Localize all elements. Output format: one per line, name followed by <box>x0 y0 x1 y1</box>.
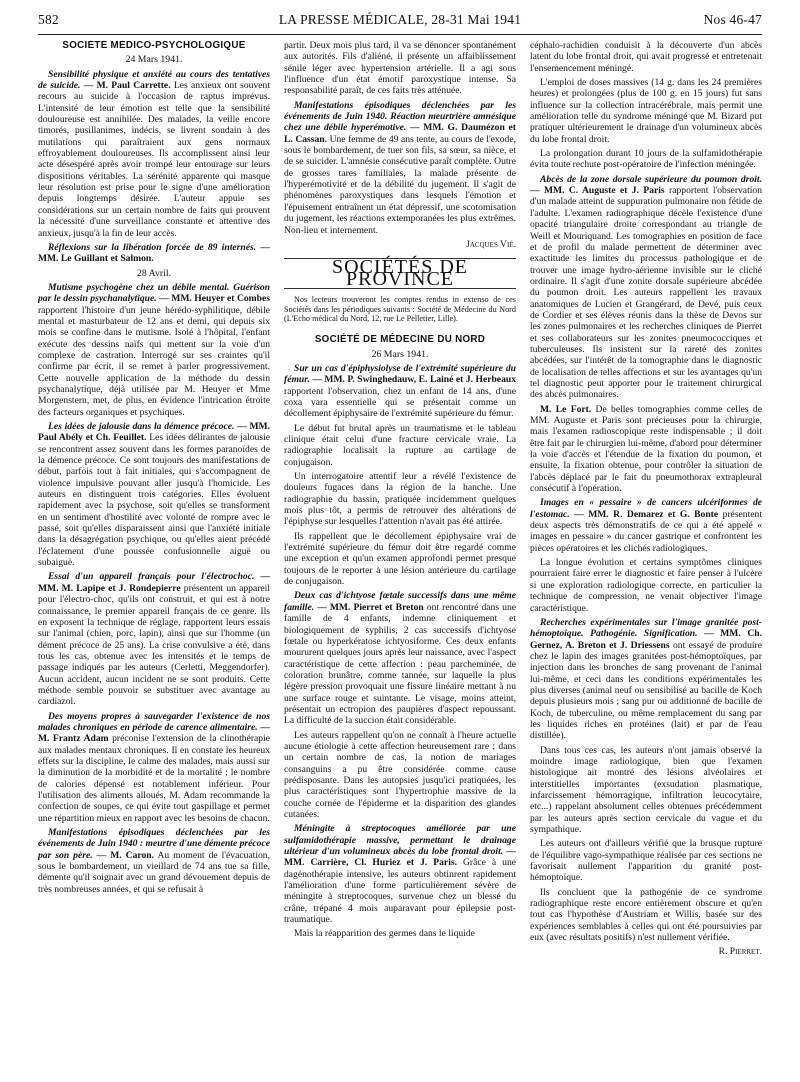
signature: Jacques Vié. <box>466 238 516 250</box>
session-date: 28 Avril. <box>136 267 172 279</box>
article-auguste: Abcès de la zone dorsale supérieure du poumon droit. — MM. C. Auguste et J. Paris rapportent l'observation d'un malade atteint de suppuration pulmonaire non fétide de l'adulte. L'examen radiographique décèle l'existence d'une opacité triangulaire droite correspondant au triangle de Weill et Mouriquand. Les tomographies en position de face et de profil du malade permettent de déterminer avec exactitude les limites du processus pathologique et de trouver une image hydro-aérienne invisible sur le cliché ordinaire. Il s'agit d'une zonite dorsale supérieure abcédée du poumon droit. Les auteurs rappellent les travaux anatomiques de Lucien et Grangérard, de Devé, puis ceux de Cordier et ses élèves réunis dans la thèse de Devos sur les zones pulmonaires et les recherches cliniques de Pierret et ses collaborateurs sur les zonites pneumococciques et tuberculeuses. Ils insistent sur la rareté des zonites abcédées, sur l'intérêt de la tomographie dans le diagnostic de localisation de telles affections et sur les avantages qu'un tel diagnostic peut apporter pour le traitement chirurgical des abcès pulmonaires. <box>530 173 762 401</box>
article-swinghedauw: Sur un cas d'épiphysiolyse de l'extrémité supérieure du fémur. — MM. P. Swinghedauw, E. Lainé et J. Herbeaux rapportent l'observation, chez un enfant de 14 ans, d'une coxa vara essentielle qui se présentait comme un décollement épiphysaire de l'extrémité supérieure du fémur. <box>284 362 516 420</box>
article-pierret: Deux cas d'ichtyose fœtale successifs dans une même famille. — MM. Pierret et Breton ont rencontré dans une famille de 4 enfants, indemne cliniquement et biologiquement de syphilis, 2 cas successifs d'ichtyose fœtale ou hyperkératose ichtyosiforme. Ces deux enfants moururent quelques jours après leur naissance, avec l'aspect caractéristique de cette affection : peau parcheminée, de coloration brunâtre, comme tannée, sur laquelle la plus légère pression provoquait une fissure linéaire mettant à nu une surface rouge et suintante. Le visage, moins atteint, présentait un ectropion des paupières d'aspect repoussant. La difficulté de la succion était considérable. <box>284 590 516 727</box>
issue-number: Nos 46-47 <box>703 12 762 27</box>
column-3 <box>530 40 762 1070</box>
article-demarez: Images en « pessaire » de cancers ulcériformes de l'estomac. — MM. R. Demarez et G. Bonte présentent deux aspects très démonstratifs de ce qui a été appelé « images en pessaire » du cancer gastrique et confrontent les pièces opératoires et les clichés radiologiques. <box>530 497 762 554</box>
paragraph: Ils rappellent que le décollement épiphysaire vrai de l'extrémité supérieure du fémur doit être regardé comme une exception et qu'un examen approfondi permet presque toujours de le reporter à une lésion antérieure du cartilage de conjugaison. <box>284 530 516 588</box>
journal-title: LA PRESSE MÉDICALE, 28-31 Mai 1941 <box>278 12 522 27</box>
article-carriere: Méningite à streptocoques améliorée par une sulfamidothérapie massive, permettant le drainage ultérieur d'un volumineux abcès du lobe frontal droit. — MM. Carrière, Cl. Huriez et J. Paris. Grâce à une dagénothérapie intensive, les auteurs obtinrent rapidement l'amélioration d'une forme particulièrement sévère de méningite à streptocoques, survenue chez un blessé du crâne, trépané 4 mois auparavant pour épilepsie post-traumatique. <box>284 823 516 926</box>
session-date: 26 Mars 1941. <box>371 348 429 360</box>
section-title: SOCIÉTÉS DE PROVINCE <box>284 258 516 289</box>
society-heading: SOCIÉTÉ MÉDICO-PSYCHOLOGIQUE <box>62 40 246 51</box>
session-date: 24 Mars 1941. <box>125 54 183 66</box>
article-daumezon: Manifestations épisodiques déclenchées par les événements de Juin 1940. Réaction meurtrière amnésique chez une débile hyperémotive. — MM. G. Daumézon et L. Cassan. Une femme de 49 ans tente, au cours de l'exode, sous le bombardement, de tuer son fils, sa sœur, sa nièce, et de se suicider. L'amnésie consécutive paraît complète. Outre de grosses tares familiales, la malade présente de l'hyperémotivité et de la débilité du jugement. Il s'agit de phénomènes paroxystiques dans lesquels l'émotion et l'épuisement entraînent un état dépressif, une scotomisation du jugement, les réactions extemporanées les plus extrêmes. Non-lieu et internement. <box>284 99 516 236</box>
discussion-le-fort: M. Le Fort. De belles tomographies comme celles de MM. Auguste et Paris sont précieuses pour la chirurgie, mais l'examen radioscopique reste indispensable ; il doit être fait par le chirurgien lui-même, d'abord pour déterminer la voie d'accès et l'étendue de la fixation du poumon, et ensuite, la fixation obtenue, pour contrôler la situation de l'abcès déplacé par le fait du pneumothorax extrapleural consécutif à l'opération. <box>530 403 762 495</box>
article-adam: Des moyens propres à sauvegarder l'existence de nos malades chroniques en période de carence alimentaire. — M. Frantz Adam préconise l'extension de la clinothérapie aux malades mentaux chroniques. Il en constate les heureux effets sur la discipline, le calme des malades, mais aussi sur la diminution de la morbidité et de la mortalité ; le nombre de calories dépensé est notablement inférieur. Pour l'utilisation des aliments alloués, M. Adam recommande la confection de soupes, ce qui évite tout gaspillage et permet une répartition mieux en rapport avec les besoins de chacun. <box>38 710 270 824</box>
column-2 <box>284 40 516 1070</box>
article-abely: Les idées de jalousie dans la démence précoce. — MM. Paul Abély et Ch. Feuillet. Les idées délirantes de jalousie se rencontrent assez souvent dans les formes paranoïdes de la démence précoce. Ce sont toujours des manifestations de début, parfois tout à fait initiales, qui s'accompagnent de violence impulsive pouvant aller jusqu'à l'homicide. Les auteurs en distinguent trois catégories. Elles évoluent rapidement avec la psychose, soit qu'elles se transforment en un sentiment d'hostilité avec volonté de rompre avec le passé, soit qu'elles disparaissent ainsi que l'anxiété initiale dans la désagrégation psychique, ou qu'elles aient précédé l'éclatement d'une poussée confusionnelle aiguë ou subaiguë. <box>38 421 270 569</box>
article-heuyer: Mutisme psychogène chez un débile mental. Guérison par le dessin psychanalytique. — MM. Heuyer et Combes rapportent l'histoire d'un jeune hérédo-syphilitique, débile mental et masturbateur de 12 ans et demi, qui depuis six mois se confine dans le mutisme. Isolé à l'hôpital, l'enfant exécute des dessins naïfs qui mettent sur la voie d'un complexe de castration. Interrogé sur ses craintes qu'il confirme par écrit, il se remet à parler progressivement. Cette nouvelle application de la méthode du dessin psychanalytique, déjà utilisée par M. Heuyer et Mme Morgenstern, met, de plus, en évidence l'intrication étroite des facteurs organiques et psychiques. <box>38 281 270 418</box>
editor-note: Nos lecteurs trouveront les comptes rendus in extenso de ces Sociétés dans les périodiques suivants : Société de Médecine du Nord (L'Echo médical du Nord, 12, rue Le Pelletier, Lille). <box>284 294 516 324</box>
article-le-guillant: Réflexions sur la libération forcée de 89 internés. — MM. Le Guillant et Salmon. <box>38 241 270 265</box>
paragraph: Les auteurs rappellent qu'on ne connaît à l'heure actuelle aucune étiologie à cette affection heureusement rare ; dans un certain nombre de cas, la notion de mariages consanguins a pu être considérée comme cause prédisposante. Dans les autopsies jusqu'ici pratiquées, les plus caractéristiques sont l'hypertrophie massive de la couche cornée de l'épiderme et la disparition des glandes cutanées. <box>284 729 516 821</box>
paragraph: L'emploi de doses massives (14 g. dans les 24 premières heures) et prolongées (plus de 100 g. en 15 jours) fut sans influence sur la collection intracérébrale, mais permit une amélioration telle du syndrome méningé que M. Bizard put pratiquer ultérieurement le drainage d'un volumineux abcès du lobe frontal droit. <box>530 77 762 145</box>
article-caron-continued: partir. Deux mois plus tard, il va se dénoncer spontanément aux autorités. Fils d'aliéné, il présente un affaiblissement sénile léger avec hypertension artérielle. Il a agi sous l'influence d'un état émotif paroxystique intense. Sa responsabilité paraît, de ces faits très atténuée. <box>284 40 516 97</box>
paragraph: Un interrogatoire attentif leur a révélé l'existence de douleurs fugaces dans la région de la hanche. Une radiographie du bassin, pratiquée incidemment quelques mois plus tôt, a permis de retrouver des altérations de l'épiphyse sur lesquelles l'attention n'avait pas été attirée. <box>284 471 516 528</box>
page-number: 582 <box>38 12 59 27</box>
signature: R. Pierret. <box>718 946 762 958</box>
paragraph: Mais la réapparition des germes dans le liquide <box>294 928 475 940</box>
article-columns <box>38 40 762 1070</box>
article-carriere-continued: céphalo-rachidien conduisit à la découverte d'un abcès latent du lobe frontal droit, qui avait progressé et entretenait l'ensemencement méningé. <box>530 40 762 74</box>
paragraph: Le début fut brutal après un traumatisme et le tableau clinique était celui d'une fracture cervicale vraie. La radiographie localisait la rupture au cartilage de conjugaison. <box>284 422 516 468</box>
paragraph: La prolongation durant 10 jours de la sulfamidothérapie évita toute rechute post-opératoire de l'infection méningée. <box>530 148 762 171</box>
article-gernez: Recherches expérimentales sur l'image granitée post-hémoptoïque. Pathogénie. Signification. — MM. Ch. Gernez, A. Breton et J. Driessens ont essayé de produire chez le lapin des images granitées post-hémoptoïques, par injection dans les bronches de sang provenant de l'animal lui-même, et ceci dans les conditions expérimentales les plus diverses (animal neuf ou sensibilisé au bacille de Koch depuis plusieurs mois ; sang pur ou additionné de bacille de Koch, de tuberculine, ou même remplacement du sang par les liquides riches en protéines (lait) et par de l'eau distillée). <box>530 616 762 742</box>
paragraph: Dans tous ces cas, les auteurs n'ont jamais observé la moindre image radiologique, bien que l'examen histologique ait montré des lésions alvéolaires et interstitielles importantes (exsudation plasmatique, infarcissement hémorragique, infiltration leucocytaire, etc...) rappelant absolument celles obtenues précédemment par les auteurs après section cervicale du vague et du sympathique. <box>530 744 762 836</box>
paragraph: Ils concluent que la pathogénie de ce syndrome radiographique reste encore entièrement obscure et qu'en tout cas l'hypothèse d'Austriam et Willis, basée sur des expériences semblables à celles qui ont été poursuivies par eux (avec résultats positifs) n'est nullement vérifiée. <box>530 886 762 944</box>
article-caron: Manifestations épisodiques déclenchées par les événements de Juin 1940 : meurtre d'une démente précoce par son père. — M. Caron. Au moment de l'évacuation, sous le bombardement, un vieillard de 74 ans tue sa fille, démente qu'il soignait avec un grand dévouement depuis de très nombreuses années, et qui se refusait à <box>38 827 270 895</box>
paragraph: Les auteurs ont d'ailleurs vérifié que la brusque rupture de l'équilibre vago-sympathique réalisée par ces sections ne favorisait nullement l'apparition du granité post-hémoptoïque. <box>530 838 762 884</box>
header-rule <box>38 34 762 35</box>
article-carrette: Sensibilité physique et anxiété au cours des tentatives de suicide. — M. Paul Carrette. Les anxieux ont souvent recours au suicide à l'occasion de raptus imprévus. L'intensité de leur émotion est telle que la sensibilité douloureuse est annihilée. Des malades, la veille encore timorés, pusillanimes, indécis, se livrent soudain à des mutilations qui paraîtraient aux gens normaux effroyablement douloureuses. Ils accomplissent ainsi leur acte désespéré après avoir trompé leur entourage sur leurs dispositions véritables. La sérénité apparente qui masque leur résolution est prise pour le signe d'une amélioration depuis longtemps désirée. L'auteur appuie ses considérations sur un certain nombre de faits qui prouvent la nécessité d'une surveillance constante et attentive des anxieux, jusqu'à la fin de leur accès. <box>38 68 270 239</box>
article-lapipe: Essai d'un appareil français pour l'électrochoc. — MM. M. Lapipe et J. Rondepierre présentent un appareil pour l'électro-choc, qu'ils ont construit, et qui est à notre connaissance, le premier appareil français de ce genre. Ils en exposent la technique de réglage, rapportent leurs essais sur l'animal (chien, porc, lapin), ainsi que sur l'homme (un dément précoce de 25 ans). La crise convulsive a été, dans tous les cas, obtenue avec les intensités et le temps de passage indiqués par les auteurs (Cerletti, Meggendorfer). Aucun accident, aucun incident ne se sont produits. Cette méthode semble pouvoir se substituer avec avantage au cardiazol. <box>38 571 270 708</box>
page-header <box>38 12 762 32</box>
paragraph: La longue évolution et certains symptômes cliniques pourraient faire errer le diagnostic et faire penser à l'ulcère si une exploration radiologique correcte, en particulier la technique de compression, ne venait objectiver l'image caractéristique. <box>530 557 762 614</box>
column-1 <box>38 40 270 1070</box>
society-heading: SOCIÉTÉ DE MÉDECINE DU NORD <box>314 334 486 346</box>
